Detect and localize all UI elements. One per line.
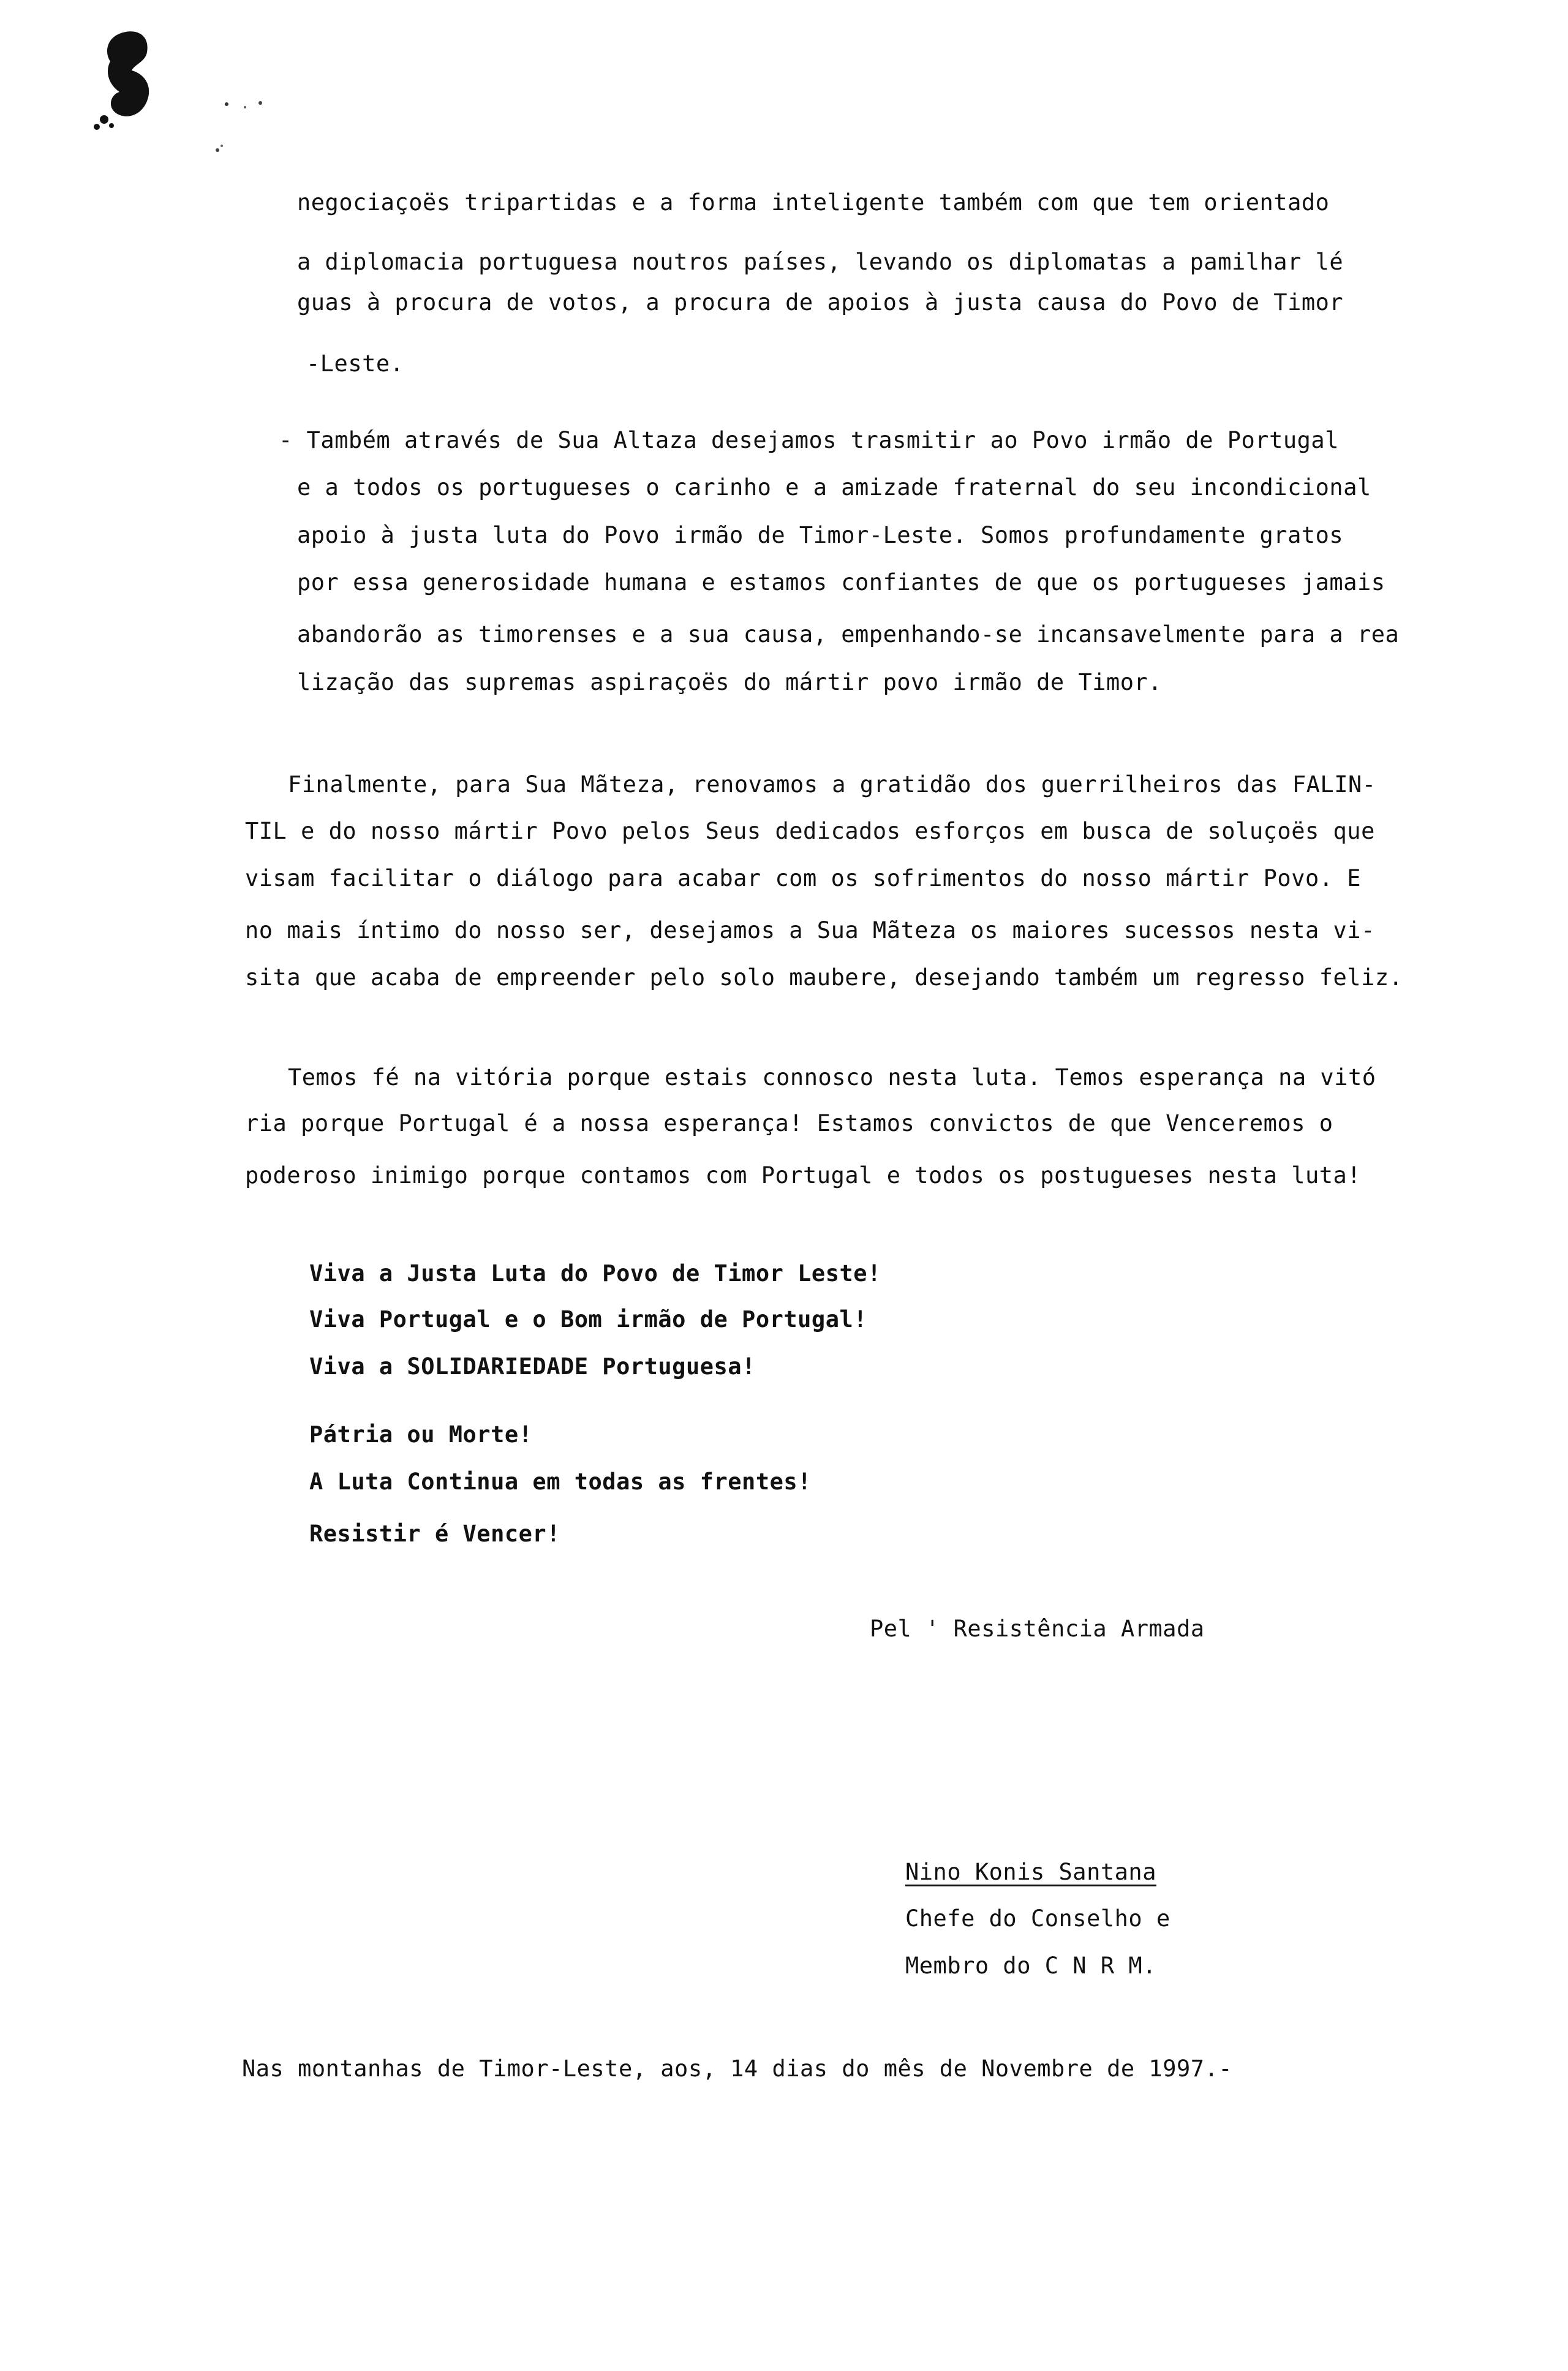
paragraph-3-line-3: visam facilitar o diálogo para acabar com os sofrimentos do nosso mártir Povo. E: [245, 865, 1362, 891]
paragraph-3-line-1: Finalmente, para Sua Mãteza, renovamos a gratidão dos guerrilheiros das FALIN-: [288, 771, 1376, 798]
signature-role-line-1: Chefe do Conselho e: [905, 1905, 1170, 1932]
paragraph-2-line-5: abandorão as timorenses e a sua causa, empenhando-se incansavelmente para a rea: [297, 621, 1400, 648]
signature-name: Nino Konis Santana: [905, 1859, 1156, 1885]
paragraph-2-line-2: e a todos os portugueses o carinho e a amizade fraternal do seu incondicional: [297, 474, 1371, 501]
ink-specks: [208, 92, 282, 165]
signature-role-line-2: Membro do C N R M.: [905, 1953, 1156, 1979]
slogan-patria-ou-morte: Pátria ou Morte!: [309, 1421, 533, 1448]
paragraph-2-line-6: lização das supremas aspiraçoës do mártir povo irmão de Timor.: [297, 669, 1163, 695]
paragraph-2-line-4: por essa generosidade humana e estamos confiantes de que os portugueses jamais: [297, 569, 1385, 596]
paragraph-4-line-1: Temos fé na vitória porque estais connosco nesta luta. Temos esperança na vitó: [288, 1064, 1376, 1091]
slogan-viva-luta: Viva a Justa Luta do Povo de Timor Leste!: [309, 1260, 881, 1287]
paragraph-2-line-3: apoio à justa luta do Povo irmão de Timor-Leste. Somos profundamente gratos: [297, 522, 1344, 548]
paragraph-4-line-2: ria porque Portugal é a nossa esperança! Estamos convictos de que Venceremos o: [245, 1110, 1333, 1136]
paragraph-3-line-4: no mais íntimo do nosso ser, desejamos a Sua Mãteza os maiores sucessos nesta vi-: [245, 917, 1375, 943]
paragraph-2-line-1: - Também através de Sua Altaza desejamos trasmitir ao Povo irmão de Portugal: [279, 427, 1339, 453]
paragraph-4-line-3: poderoso inimigo porque contamos com Portugal e todos os postugueses nesta luta!: [245, 1162, 1362, 1189]
slogan-resistir-vencer: Resistir é Vencer!: [309, 1521, 560, 1547]
slogan-viva-portugal: Viva Portugal e o Bom irmão de Portugal!: [309, 1306, 868, 1333]
paragraph-3-line-5: sita que acaba de empreender pelo solo maubere, desejando também um regresso feliz.: [245, 964, 1403, 991]
signature-on-behalf: Pel ' Resistência Armada: [870, 1616, 1205, 1642]
closing-place-date: Nas montanhas de Timor-Leste, aos, 14 dias do mês de Novembre de 1997.-: [242, 2055, 1233, 2082]
paragraph-1-line-2: a diplomacia portuguesa noutros países, levando os diplomatas a pamilhar lé: [297, 249, 1344, 275]
slogan-luta-continua: A Luta Continua em todas as frentes!: [309, 1469, 812, 1495]
paragraph-3-line-2: TIL e do nosso mártir Povo pelos Seus dedicados esforços em busca de soluçoës que: [245, 818, 1375, 844]
paragraph-1-line-3: guas à procura de votos, a procura de apoios à justa causa do Povo de Timor: [297, 289, 1344, 316]
ink-blot-mark: [92, 28, 165, 132]
slogan-viva-solidariedade: Viva a SOLIDARIEDADE Portuguesa!: [309, 1353, 756, 1380]
paragraph-1-line-4: -Leste.: [306, 350, 404, 377]
paragraph-1-line-1: negociaçoës tripartidas e a forma inteligente também com que tem orientado: [297, 189, 1330, 216]
